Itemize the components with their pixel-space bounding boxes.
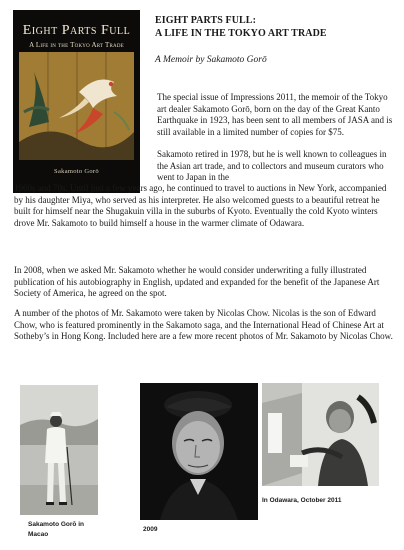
caption-odawara: In Odawara, October 2011 [262,497,342,504]
paragraph-retired-continued: 1960s and 70s. Until just a few years ago, he continued to travel to auctions in New York, accompanied by his daughter Miya, who served as his interpreter. He also welcomed guests to a beautiful retreat he built for himself near the Shugakuin villa in the suburbs of Kyoto. Eventually the cold Kyoto winters drove Mr. Sakamoto to build himself a house in the warmer climate of Odawara. [14,183,387,228]
photo-macao [20,385,98,515]
cover-title: Eight Parts Full [22,23,131,38]
paragraph-publication: In 2008, when we asked Mr. Sakamoto whether he would consider underwriting a fully illustrated publication of his autobiography in English, updated and expanded for the benefit of the Japanese Art Society of America, he agreed on the spot. [14,265,380,298]
paragraph-photos: A number of the photos of Mr. Sakamoto were taken by Nicolas Chow. Nicolas is the son of Edward Chow, who is featured prominently in the Sakamoto saga, and the International Head of Chinese Art at Sotheby’s in Hong Kong. Included here are a few more recent photos of Mr. Sakamoto by Nicolas Chow. [14,308,393,341]
caption-macao [28,520,108,540]
paragraph-retired-intro: Sakamoto retired in 1978, but he is well known to colleagues in the Asian art trade, and to collectors and museum curators who went to Japan in the [157,149,387,182]
caption-macao-line-2: Macao [28,531,49,538]
paragraph-special-issue: The special issue of Impressions 2011, the memoir of the Tokyo art dealer Sakamoto Gorō, born on the day of the Great Kanto Earthquake in 1923, has been sent to all members of JASA and is still available in a limited number of copies for $75. [157,92,393,137]
cover-subtitle: A Life in the Tokyo Art Trade [29,41,124,49]
page-title [155,14,395,40]
photo-odawara [262,383,379,486]
caption-2009: 2009 [143,526,158,533]
photo-portrait-2009 [140,383,258,520]
memoir-byline: A Memoir by Sakamoto Gorō [155,55,267,65]
title-line-2: A LIFE IN THE TOKYO ART TRADE [155,28,327,39]
title-line-1: EIGHT PARTS FULL: [155,15,256,26]
cover-author: Sakamoto Gorō [54,168,99,175]
phoenix-screen-artwork [19,52,134,160]
caption-macao-line-1: Sakamoto Gorō in [28,521,84,528]
book-cover-image [13,10,140,193]
